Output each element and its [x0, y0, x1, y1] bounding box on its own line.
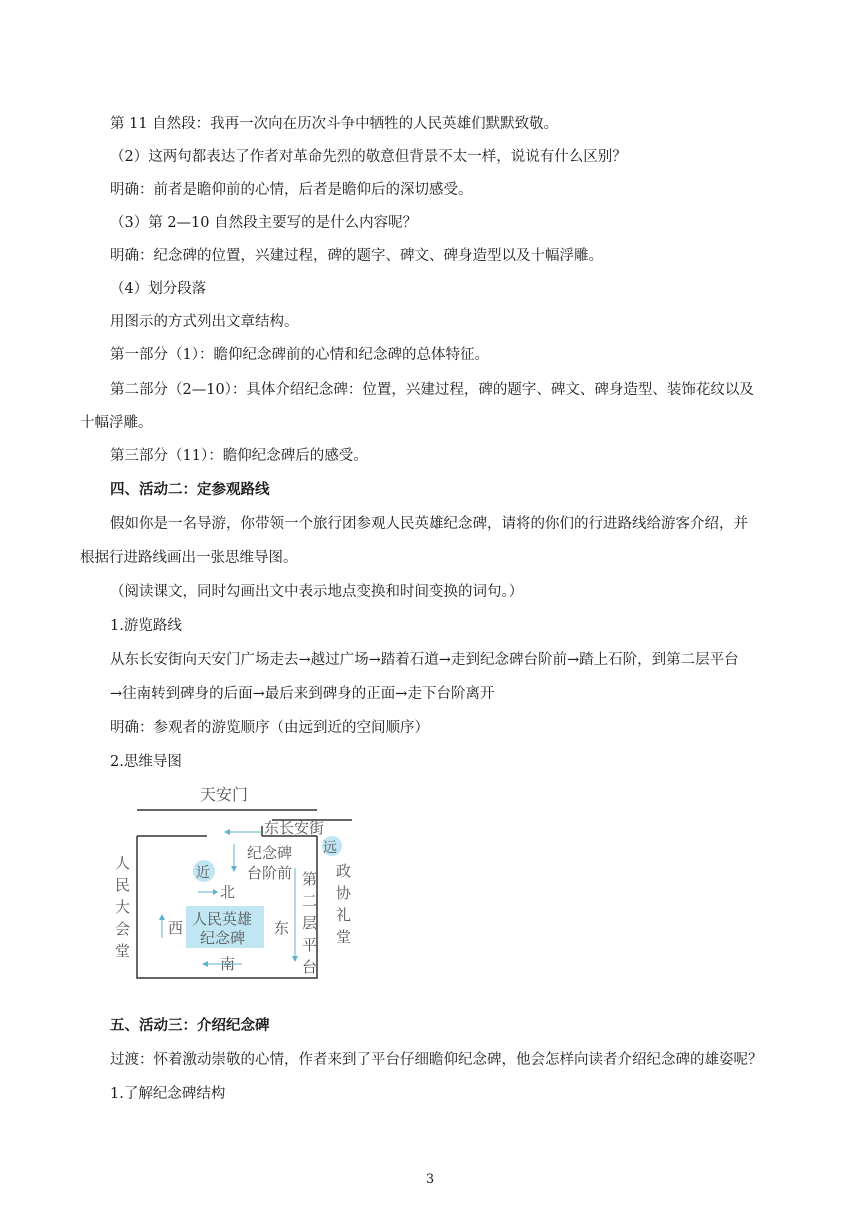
section-heading: 五、活动三：介绍纪念碑 — [110, 1018, 270, 1034]
paragraph-line: 1.游览路线 — [110, 618, 182, 634]
paragraph-line: 过渡：怀着激动崇敬的心情，作者来到了平台仔细瞻仰纪念碑，他会怎样向读者介绍纪念碑的雄姿呢？ — [110, 1052, 763, 1068]
paragraph-line: 第 11 自然段：我再一次向在历次斗争中牺牲的人民英雄们默默致敬。 — [110, 116, 559, 132]
paragraph-line: 明确：参观者的游览顺序（由远到近的空间顺序） — [110, 720, 429, 736]
monument-label-2: 纪念碑 — [200, 929, 246, 947]
paragraph-line: 十幅浮雕。 — [80, 415, 153, 431]
west-label: 西 — [168, 919, 184, 937]
paragraph-line: 明确：纪念碑的位置，兴建过程，碑的题字、碑文、碑身造型以及十幅浮雕。 — [110, 248, 603, 264]
arrowhead — [202, 961, 208, 967]
monument-label-1: 人民英雄 — [192, 910, 253, 928]
east-changan-label: 东长安街 — [264, 819, 325, 837]
paragraph-line: 第二部分（2—10）：具体介绍纪念碑：位置，兴建过程，碑的题字、碑文、碑身造型、装饰花纹以及 — [110, 382, 754, 398]
paragraph-line: 2.思维导图 — [110, 754, 182, 770]
north-label: 北 — [220, 883, 236, 901]
paragraph-line: 第一部分（1）：瞻仰纪念碑前的心情和纪念碑的总体特征。 — [110, 347, 489, 363]
section-heading: 四、活动二：定参观路线 — [110, 482, 270, 498]
arrowhead — [231, 866, 237, 872]
arrowhead — [224, 829, 230, 835]
second-level-label: 第二层平台 — [302, 870, 318, 976]
paragraph-line: （4）划分段落 — [110, 281, 207, 297]
paragraph-line: 从东长安街向天安门广场走去→越过广场→踏着石道→走到纪念碑台阶前→踏上石阶，到第二层平台 — [110, 652, 739, 668]
paragraph-line: （阅读课文，同时勾画出文中表示地点变换和时间变换的词句。） — [110, 584, 524, 600]
east-label: 东 — [274, 919, 290, 937]
people-hall-label: 人民大会堂 — [115, 854, 131, 960]
tiananmen-label: 天安门 — [200, 785, 249, 804]
paragraph-line: 用图示的方式列出文章结构。 — [110, 314, 299, 330]
mind-map-diagram — [112, 776, 362, 986]
arrowhead — [213, 889, 218, 895]
near-label: 近 — [196, 865, 210, 881]
paragraph-line: 假如你是一名导游，你带领一个旅行团参观人民英雄纪念碑，请将的你们的行进路线给游客介绍，并 — [110, 516, 748, 532]
south-label: 南 — [220, 955, 236, 973]
steps-label: 纪念碑 台阶前 — [247, 844, 293, 882]
arrowhead — [159, 914, 165, 920]
paragraph-line: （3）第 2—10 自然段主要写的是什么内容呢？ — [110, 215, 418, 231]
paragraph-line: →往南转到碑身的后面→最后来到碑身的正面→走下台阶离开 — [110, 686, 495, 702]
paragraph-line: 第三部分（11）：瞻仰纪念碑后的感受。 — [110, 448, 368, 464]
far-label: 远 — [323, 840, 337, 856]
paragraph-line: 1.了解纪念碑结构 — [110, 1086, 226, 1102]
arrowhead — [292, 956, 298, 962]
paragraph-line: 明确：前者是瞻仰前的心情，后者是瞻仰后的深切感受。 — [110, 182, 473, 198]
paragraph-line: 根据行进路线画出一张思维导图。 — [80, 550, 298, 566]
zhengxie-label: 政协礼堂 — [336, 862, 352, 946]
paragraph-line: （2）这两句都表达了作者对革命先烈的敬意但背景不太一样，说说有什么区别？ — [110, 149, 627, 165]
page-number: 3 — [425, 1172, 435, 1187]
